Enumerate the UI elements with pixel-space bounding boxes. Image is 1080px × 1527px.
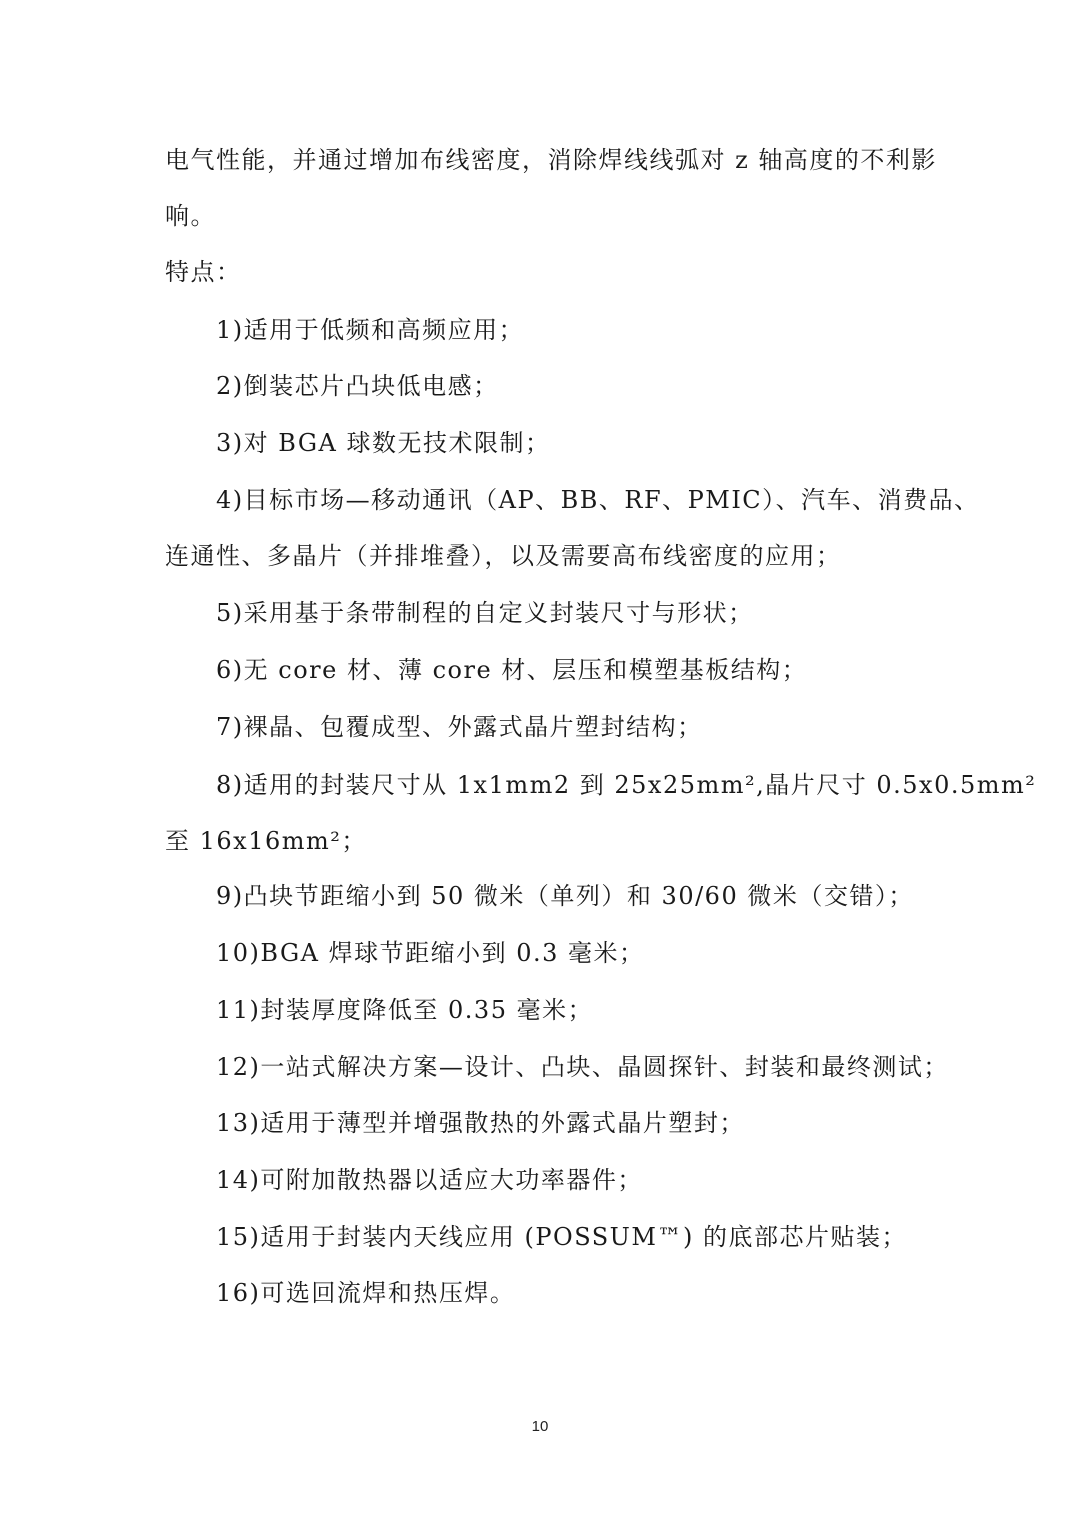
feature-item: 4)目标市场—移动通讯（AP、BB、RF、PMIC）、汽车、消费品、: [216, 486, 980, 514]
feature-item: 6)无 core 材、薄 core 材、层压和模塑基板结构；: [216, 656, 808, 684]
feature-item: 9)凸块节距缩小到 50 微米（单列）和 30/60 微米（交错）；: [216, 882, 914, 910]
paragraph-line: 电气性能，并通过增加布线密度，消除焊线线弧对 z 轴高度的不利影: [165, 146, 937, 174]
feature-item: 15)适用于封装内天线应用 (POSSUM™) 的底部芯片贴装；: [216, 1223, 907, 1251]
feature-item: 12)一站式解决方案—设计、凸块、晶圆探针、封装和最终测试；: [216, 1053, 949, 1081]
feature-item: 13)适用于薄型并增强散热的外露式晶片塑封；: [216, 1109, 745, 1137]
feature-item-continuation: 至 16x16mm²；: [165, 827, 367, 855]
paragraph-line: 响。: [165, 202, 216, 230]
feature-item: 10)BGA 焊球节距缩小到 0.3 毫米；: [216, 939, 645, 967]
feature-item: 1)适用于低频和高频应用；: [216, 316, 525, 344]
feature-item: 14)可附加散热器以适应大功率器件；: [216, 1166, 643, 1194]
feature-item: 5)采用基于条带制程的自定义封装尺寸与形状；: [216, 599, 754, 627]
feature-item: 3)对 BGA 球数无技术限制；: [216, 429, 551, 457]
feature-item: 2)倒装芯片凸块低电感；: [216, 372, 499, 400]
feature-item: 11)封装厚度降低至 0.35 毫米；: [216, 996, 594, 1024]
section-heading: 特点：: [165, 258, 242, 286]
feature-item: 8)适用的封装尺寸从 1x1mm2 到 25x25mm²,晶片尺寸 0.5x0.5mm²: [216, 771, 1037, 799]
feature-item: 16)可选回流焊和热压焊。: [216, 1279, 516, 1307]
page-number: 10: [531, 1418, 549, 1435]
feature-item-continuation: 连通性、多晶片（并排堆叠），以及需要高布线密度的应用；: [165, 542, 842, 570]
feature-item: 7)裸晶、包覆成型、外露式晶片塑封结构；: [216, 713, 703, 741]
